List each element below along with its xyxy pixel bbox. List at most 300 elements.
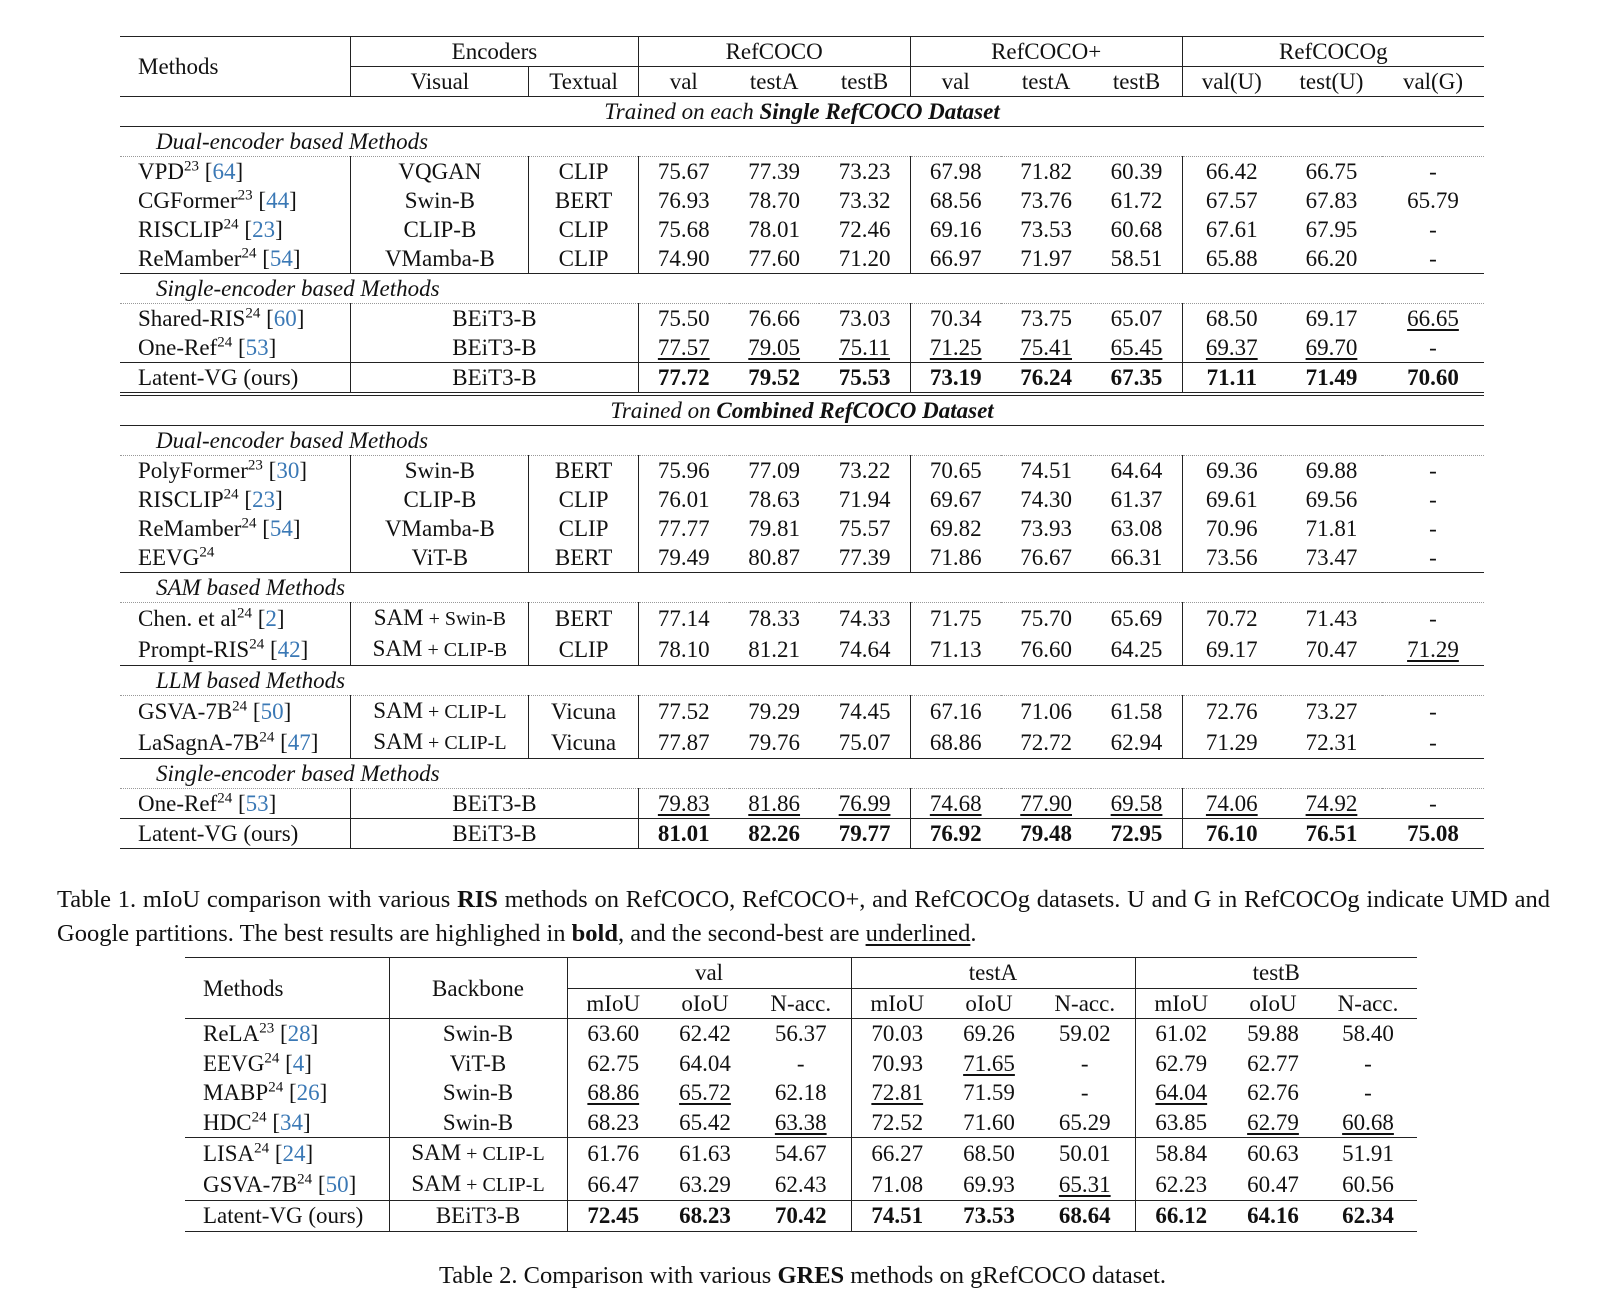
method-year: 24	[237, 605, 252, 622]
method-name-cell	[120, 363, 351, 395]
score-cell	[729, 333, 820, 363]
score-value: 76.67	[1020, 545, 1072, 570]
score-cell	[1281, 304, 1382, 334]
score-value: 69.61	[1205, 487, 1258, 512]
header-testb: testB	[1112, 69, 1161, 94]
score-cell	[819, 789, 910, 819]
score-value: 60.68	[1342, 1109, 1394, 1135]
method-name-cell: One-Ref$^{24}$ [53]	[138, 790, 277, 816]
score-value: 77.14	[657, 606, 710, 631]
score-cell	[1182, 244, 1281, 274]
score-value: 72.95	[1110, 821, 1163, 846]
score-value: 71.82	[1020, 159, 1072, 184]
score-cell	[1319, 1019, 1417, 1049]
method-year: 24	[249, 636, 265, 653]
score-value: 70.42	[774, 1203, 827, 1229]
score-cell	[1382, 485, 1484, 514]
score-cell	[1281, 363, 1382, 395]
score-cell	[1281, 819, 1382, 849]
score-cell	[1091, 333, 1182, 363]
score-value: 73.32	[838, 188, 891, 213]
score-cell	[1001, 634, 1092, 666]
method-year: 23	[237, 187, 253, 204]
score-cell	[1281, 543, 1382, 573]
score-cell	[638, 333, 729, 363]
score-value: 76.10	[1205, 821, 1258, 846]
score-value: 75.53	[838, 365, 891, 390]
score-cell	[910, 363, 1001, 395]
header-refcocoplus: RefCOCO+	[910, 37, 1182, 67]
method-year: 24	[232, 698, 248, 715]
table-row	[185, 1169, 1417, 1201]
score-cell	[1227, 1019, 1319, 1049]
score-value: 67.16	[929, 699, 982, 724]
score-cell	[1281, 215, 1382, 244]
score-value: 69.88	[1305, 458, 1358, 483]
method-name-cell: PolyFormer$^{23}$ [30]	[138, 457, 307, 483]
score-cell	[910, 244, 1001, 274]
score-value: 62.42	[679, 1021, 731, 1047]
score-cell	[819, 363, 910, 395]
score-value: 74.45	[838, 699, 891, 724]
score-value: 68.50	[1205, 306, 1258, 331]
table-row	[120, 789, 1484, 819]
score-value: 69.82	[929, 516, 982, 541]
table-row	[120, 819, 1484, 849]
score-value: 69.67	[929, 487, 982, 512]
score-cell	[1091, 696, 1182, 728]
score-value: 71.43	[1305, 606, 1358, 631]
score-cell	[1227, 1169, 1319, 1201]
method-name: Prompt-RIS	[138, 637, 250, 662]
score-value: 73.23	[838, 159, 891, 184]
method-name: EEVG	[203, 1050, 265, 1076]
score-value: 81.01	[657, 821, 710, 846]
method-year: 24	[217, 790, 233, 807]
score-cell	[819, 727, 910, 759]
table-row	[120, 215, 1484, 244]
method-name: LaSagnA-7B	[138, 730, 260, 755]
score-cell	[819, 634, 910, 666]
score-cell	[1227, 1201, 1319, 1232]
encoder-sam: SAM	[411, 1140, 462, 1165]
score-value: 73.27	[1305, 699, 1358, 724]
header-backbone: Backbone	[389, 958, 567, 1019]
encoder-sam: SAM	[373, 729, 424, 754]
visual-encoder: VMamba-B	[351, 514, 529, 543]
score-cell	[638, 819, 729, 849]
citation-link: 64	[212, 159, 236, 184]
score-value: 76.99	[838, 791, 891, 816]
score-cell	[729, 696, 820, 728]
header-encoders: Encoders	[351, 37, 638, 67]
score-cell	[567, 1108, 659, 1138]
score-value: 70.72	[1205, 606, 1258, 631]
score-cell	[638, 696, 729, 728]
table-row	[120, 543, 1484, 573]
score-value: 76.51	[1305, 821, 1358, 846]
citation-link: 54	[269, 246, 293, 271]
score-cell	[1001, 333, 1092, 363]
score-cell	[1281, 186, 1382, 215]
table-1-caption: Table 1. mIoU comparison with various RIS methods on RefCOCO, RefCOCO+, and RefCOCOg datasets. U and G in RefCOCOg indicate UMD and Google partitions. The best results are highlighed in bold, and the second-best are underlined.	[57, 885, 1550, 947]
method-year: 24	[254, 1140, 270, 1157]
score-cell	[1382, 603, 1484, 635]
score-value: 74.92	[1305, 791, 1358, 816]
score-cell	[638, 514, 729, 543]
score-value: 66.75	[1305, 159, 1358, 184]
score-cell	[910, 789, 1001, 819]
score-value: 64.25	[1110, 637, 1163, 662]
score-value: 75.50	[657, 306, 710, 331]
header-testa: testA	[1021, 69, 1071, 94]
score-cell	[659, 1138, 751, 1170]
score-value: 71.97	[1020, 246, 1072, 271]
score-value: 62.34	[1342, 1203, 1394, 1229]
method-year: 24	[268, 1079, 284, 1096]
score-value: 76.60	[1020, 637, 1072, 662]
encoder-sam: SAM	[411, 1171, 462, 1196]
score-value: 66.65	[1407, 306, 1459, 331]
score-cell	[910, 304, 1001, 334]
score-cell	[1382, 215, 1484, 244]
score-value: 79.49	[657, 545, 710, 570]
score-value: 81.86	[748, 791, 801, 816]
score-value: 63.85	[1155, 1109, 1208, 1135]
score-value: 66.31	[1110, 545, 1163, 570]
method-name: GSVA-7B	[203, 1172, 298, 1197]
method-year: 23	[184, 158, 200, 175]
textual-encoder: CLIP	[529, 244, 638, 274]
citation-link: 4	[292, 1050, 305, 1076]
textual-encoder: BERT	[529, 186, 638, 215]
score-cell	[910, 186, 1001, 215]
score-value: 69.26	[963, 1021, 1015, 1047]
score-cell	[729, 215, 820, 244]
score-value: 67.95	[1305, 217, 1358, 242]
score-cell	[638, 634, 729, 666]
score-value: 60.47	[1247, 1172, 1299, 1197]
score-cell	[1135, 1078, 1227, 1108]
score-value: 75.68	[657, 217, 710, 242]
visual-encoder: CLIP-B	[351, 485, 529, 514]
score-value: 63.60	[587, 1021, 640, 1047]
score-value: 75.11	[839, 335, 891, 360]
score-value: 78.33	[748, 606, 801, 631]
score-cell	[851, 1108, 943, 1138]
score-cell	[851, 1169, 943, 1201]
score-value: 59.02	[1058, 1021, 1111, 1047]
score-cell	[1135, 1019, 1227, 1049]
score-value: 69.56	[1305, 487, 1358, 512]
table-row	[120, 186, 1484, 215]
score-cell	[910, 603, 1001, 635]
citation-link: 50	[260, 699, 284, 724]
score-value: 74.68	[929, 791, 982, 816]
score-value: 64.04	[679, 1050, 731, 1076]
score-value: 71.20	[838, 246, 891, 271]
score-cell	[638, 603, 729, 635]
score-cell	[1035, 1078, 1135, 1108]
score-cell	[1182, 727, 1281, 759]
citation-link: 23	[252, 217, 276, 242]
score-cell	[1182, 485, 1281, 514]
score-cell	[1182, 186, 1281, 215]
score-value: 77.09	[748, 458, 801, 483]
score-value: 70.03	[871, 1021, 924, 1047]
citation-link: 60	[273, 306, 297, 331]
score-cell	[1182, 789, 1281, 819]
score-cell	[943, 1169, 1035, 1201]
score-cell	[910, 215, 1001, 244]
score-cell	[638, 543, 729, 573]
table-row	[185, 1019, 1417, 1049]
method-name-cell: HDC$^{24}$ [34]	[203, 1109, 311, 1135]
score-value: 78.01	[748, 217, 801, 242]
score-cell	[1182, 215, 1281, 244]
method-name: Latent-VG (ours)	[138, 821, 299, 846]
score-cell	[1227, 1108, 1319, 1138]
method-year: 23	[247, 457, 263, 474]
header-miou: mIoU	[567, 988, 659, 1019]
citation-link: 34	[279, 1109, 303, 1135]
score-value: 69.58	[1110, 791, 1163, 816]
score-cell	[751, 1169, 851, 1201]
score-cell	[1182, 603, 1281, 635]
citation-link: 47	[287, 730, 311, 755]
method-name: ReLA	[203, 1021, 260, 1047]
score-value: 77.57	[657, 335, 710, 360]
encoder-clip: CLIP-B	[443, 639, 508, 661]
score-value: 72.52	[871, 1109, 924, 1135]
header-refcoco: RefCOCO	[638, 37, 910, 67]
method-name-cell: ReMamber$^{24}$ [54]	[138, 515, 301, 541]
score-cell	[751, 1019, 851, 1049]
method-name-cell: GSVA-$7B^{24}$ [50]	[203, 1171, 357, 1197]
score-cell	[1382, 363, 1484, 395]
method-name: VPD	[138, 159, 185, 184]
score-cell	[638, 215, 729, 244]
method-name-cell: Chen. et $al^{24}$ [2]	[138, 605, 285, 631]
score-cell	[638, 485, 729, 514]
score-cell	[729, 819, 820, 849]
score-cell	[729, 634, 820, 666]
score-cell	[1281, 789, 1382, 819]
score-value: 70.34	[929, 306, 982, 331]
citation-link: 53	[245, 791, 269, 816]
score-value: 82.26	[748, 821, 801, 846]
score-value: 68.64	[1058, 1203, 1111, 1229]
score-cell	[1001, 244, 1092, 274]
table-row	[120, 485, 1484, 514]
score-value: 72.76	[1205, 699, 1258, 724]
encoder-sam: SAM	[373, 605, 424, 630]
method-name: LISA	[203, 1141, 255, 1166]
score-cell	[1182, 819, 1281, 849]
header-miou: mIoU	[851, 988, 943, 1019]
score-cell	[819, 543, 910, 573]
score-value: -	[796, 1050, 805, 1076]
score-cell	[943, 1108, 1035, 1138]
score-cell	[910, 727, 1001, 759]
score-cell	[638, 456, 729, 486]
score-cell	[1035, 1201, 1135, 1232]
header-methods: Methods	[138, 54, 219, 79]
textual-encoder: BERT	[529, 456, 638, 486]
method-name: Latent-VG (ours)	[203, 1203, 364, 1229]
score-cell	[1001, 819, 1092, 849]
method-name: Latent-VG (ours)	[138, 365, 299, 390]
score-cell	[1091, 157, 1182, 187]
citation-link: 44	[266, 188, 290, 213]
encoder-cell: BEiT3-B	[351, 819, 638, 849]
score-cell	[1001, 456, 1092, 486]
score-value: 76.24	[1020, 365, 1072, 390]
score-value: 71.25	[929, 335, 982, 360]
score-cell	[819, 456, 910, 486]
score-cell	[1135, 1108, 1227, 1138]
score-value: 77.39	[838, 545, 891, 570]
method-name: HDC	[203, 1109, 252, 1135]
header-miou: mIoU	[1135, 988, 1227, 1019]
method-name: ReMamber	[138, 246, 242, 271]
score-value: 68.23	[679, 1203, 731, 1229]
score-cell	[1001, 186, 1092, 215]
encoder-cell	[351, 727, 529, 759]
score-value: 77.39	[748, 159, 801, 184]
score-cell	[819, 819, 910, 849]
score-value: 77.77	[657, 516, 710, 541]
score-cell	[1091, 819, 1182, 849]
method-year: 24	[297, 1171, 313, 1188]
score-value: 62.75	[587, 1050, 640, 1076]
score-value: 67.83	[1305, 188, 1358, 213]
score-cell	[1091, 514, 1182, 543]
textual-encoder: BERT	[529, 603, 638, 635]
citation-link: 50	[325, 1172, 349, 1197]
table-row	[120, 696, 1484, 728]
score-value: 58.51	[1110, 246, 1163, 271]
backbone-cell: ViT-B	[389, 1049, 567, 1079]
score-cell	[1382, 244, 1484, 274]
header-val: val	[638, 67, 729, 97]
score-value: 77.90	[1020, 791, 1072, 816]
score-value: 54.67	[774, 1141, 827, 1166]
score-cell	[1281, 696, 1382, 728]
encoder-cell: BEiT3-B	[351, 363, 638, 395]
score-cell	[729, 789, 820, 819]
score-value: 72.45	[587, 1203, 640, 1229]
score-cell	[1319, 1169, 1417, 1201]
score-value: 70.93	[871, 1050, 924, 1076]
score-value: 62.23	[1155, 1172, 1208, 1197]
score-value: 73.75	[1020, 306, 1072, 331]
score-value: 69.93	[963, 1172, 1015, 1197]
score-cell	[1382, 157, 1484, 187]
score-cell	[1182, 157, 1281, 187]
method-name-cell: GSVA-$7B^{24}$ [50]	[138, 698, 292, 724]
score-value: 78.10	[657, 637, 710, 662]
score-cell	[1382, 514, 1484, 543]
score-cell	[1182, 696, 1281, 728]
method-name-cell: MABP$^{24}$ [26]	[203, 1079, 328, 1106]
encoder-clip: CLIP-L	[444, 732, 507, 754]
header-testb: testB	[840, 69, 889, 94]
score-value: 65.31	[1058, 1172, 1111, 1197]
score-value: 62.94	[1110, 730, 1163, 755]
score-value: 72.31	[1305, 730, 1358, 755]
method-name-cell: ReMamber$^{24}$ [54]	[138, 245, 301, 271]
score-value: 69.36	[1205, 458, 1258, 483]
citation-link: 24	[282, 1141, 306, 1166]
score-value: 66.20	[1305, 246, 1358, 271]
score-cell	[659, 1019, 751, 1049]
score-cell	[1135, 1049, 1227, 1079]
score-value: 78.70	[748, 188, 801, 213]
method-year: 24	[223, 216, 239, 233]
table-row	[185, 1138, 1417, 1170]
score-value: -	[1429, 699, 1437, 724]
encoder-clip: CLIP-L	[482, 1143, 545, 1165]
score-value: 69.70	[1305, 335, 1358, 360]
score-value: 61.72	[1110, 188, 1163, 213]
score-value: 72.72	[1020, 730, 1072, 755]
score-value: 74.90	[657, 246, 710, 271]
score-value: 58.40	[1342, 1021, 1394, 1047]
citation-link: 2	[265, 606, 277, 631]
header-nacc: N-acc.	[1337, 990, 1399, 1016]
score-value: 71.94	[838, 487, 891, 512]
score-cell	[1001, 215, 1092, 244]
score-cell	[1281, 244, 1382, 274]
backbone-cell: Swin-B	[389, 1019, 567, 1049]
score-value: 67.57	[1205, 188, 1258, 213]
score-value: 75.67	[657, 159, 710, 184]
table-row	[120, 634, 1484, 666]
score-cell	[910, 456, 1001, 486]
score-cell	[659, 1169, 751, 1201]
header-nacc: N-acc.	[770, 990, 832, 1016]
score-value: 74.30	[1020, 487, 1072, 512]
method-name-cell: One-Ref$^{24}$ [53]	[138, 334, 277, 360]
score-value: 68.23	[587, 1109, 640, 1135]
score-cell	[1035, 1169, 1135, 1201]
backbone-cell: BEiT3-B	[389, 1201, 567, 1232]
score-cell	[819, 304, 910, 334]
method-name-cell: Shared-RIS$^{24}$ [60]	[138, 305, 305, 331]
score-cell	[751, 1078, 851, 1108]
method-name: RISCLIP	[138, 217, 224, 242]
score-value: 71.13	[929, 637, 982, 662]
score-cell	[729, 363, 820, 395]
score-cell	[1382, 819, 1484, 849]
score-value: -	[1429, 791, 1437, 816]
score-value: -	[1429, 606, 1437, 631]
score-cell	[1091, 485, 1182, 514]
score-cell	[1382, 789, 1484, 819]
encoder-cell	[351, 603, 529, 635]
citation-link: 53	[245, 335, 269, 360]
score-cell	[910, 819, 1001, 849]
score-value: 65.42	[679, 1109, 731, 1135]
method-name: CGFormer	[138, 188, 238, 213]
score-value: 71.86	[929, 545, 982, 570]
encoder-cell: BEiT3-B	[351, 333, 638, 363]
score-value: 60.68	[1110, 217, 1163, 242]
score-value: 61.76	[587, 1141, 640, 1166]
method-year: 24	[245, 305, 261, 322]
score-value: -	[1429, 516, 1437, 541]
